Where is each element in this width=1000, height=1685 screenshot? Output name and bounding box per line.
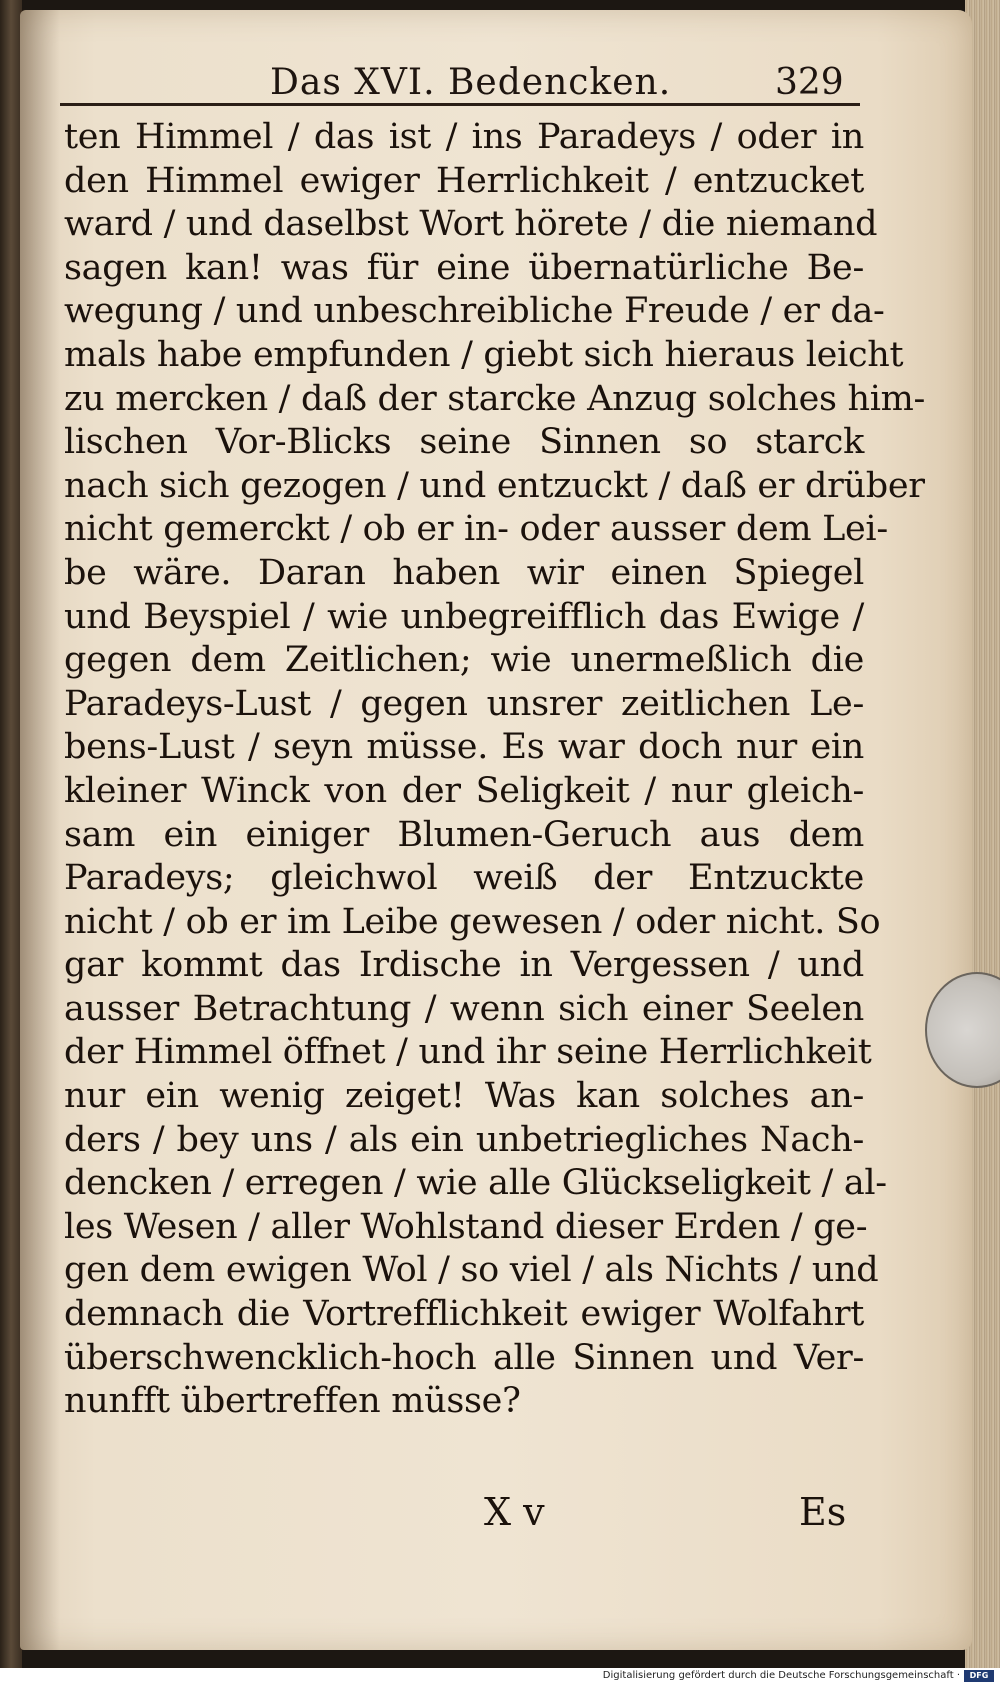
- header-rule: [60, 103, 860, 106]
- text-line: Paradeys-Lust / gegen unsrer zeitlichen Le-: [64, 683, 864, 724]
- text-line: kleiner Winck von der Seligkeit / nur gleich-: [64, 770, 864, 811]
- text-line: be wäre. Daran haben wir einen Spiegel: [64, 552, 864, 593]
- text-line: les Wesen / aller Wohlstand dieser Erden / ge-: [64, 1206, 868, 1247]
- text-line: ward / und daselbst Wort hörete / die niemand: [64, 204, 878, 245]
- running-title: Das XVI. Bedencken.: [270, 62, 672, 103]
- text-line: lischen Vor-Blicks seine Sinnen so starck: [64, 422, 864, 463]
- text-line: dencken / erregen / wie alle Glückseligkeit / al-: [64, 1163, 887, 1204]
- text-line: und Beyspiel / wie unbegreifflich das Ewige /: [64, 596, 864, 637]
- dfg-logo: DFG: [964, 1670, 994, 1682]
- text-line: überschwencklich-hoch alle Sinnen und Ver-: [64, 1337, 864, 1378]
- text-line: nicht / ob er im Leibe gewesen / oder nicht. So: [64, 901, 881, 942]
- text-line: den Himmel ewiger Herrlichkeit / entzucket: [64, 160, 864, 201]
- text-line: sam ein einiger Blumen-Geruch aus dem: [64, 814, 864, 855]
- signature-mark: X v: [484, 1490, 545, 1534]
- text-line: gen dem ewigen Wol / so viel / als Nichts / und: [64, 1250, 879, 1291]
- text-line: nicht gemerckt / ob er in- oder ausser dem Lei-: [64, 509, 888, 550]
- text-line: nach sich gezogen / und entzuckt / daß er drüber: [64, 465, 925, 506]
- text-line: zu mercken / daß der starcke Anzug solches him-: [64, 378, 926, 419]
- text-line: gar kommt das Irdische in Vergessen / und: [64, 945, 864, 986]
- text-line: bens-Lust / seyn müsse. Es war doch nur ein: [64, 727, 864, 768]
- signature-line: [64, 1490, 864, 1540]
- text-line: gegen dem Zeitlichen; wie unermeßlich die: [64, 640, 864, 681]
- text-line: nur ein wenig zeiget! Was kan solches an-: [64, 1076, 864, 1117]
- text-line: ders / bey uns / als ein unbetriegliches Nach-: [64, 1119, 864, 1160]
- text-line: wegung / und unbeschreibliche Freude / er da-: [64, 291, 885, 332]
- page-header: [60, 62, 860, 104]
- body-text: [64, 116, 926, 1424]
- text-line: ausser Betrachtung / wenn sich einer Seelen: [64, 988, 864, 1029]
- footer-bar: [0, 1668, 1000, 1685]
- text-line: mals habe empfunden / giebt sich hieraus leicht: [64, 334, 904, 375]
- text-line: sagen kan! was für eine übernatürliche Be-: [64, 247, 864, 288]
- gutter-shadow: [20, 10, 60, 1650]
- text-line: der Himmel öffnet / und ihr seine Herrlichkeit: [64, 1032, 872, 1073]
- funding-notice: Digitalisierung gefördert durch die Deutsche Forschungsgemeinschaft ·: [602, 1670, 960, 1681]
- page-number: 329: [775, 62, 844, 103]
- text-line: Paradeys; gleichwol weiß der Entzuckte: [64, 858, 864, 899]
- facing-page-edge: [0, 0, 22, 1668]
- text-line: nunfft übertreffen müsse?: [64, 1381, 521, 1422]
- text-line: demnach die Vortrefflichkeit ewiger Wolfahrt: [64, 1294, 864, 1335]
- text-line: ten Himmel / das ist / ins Paradeys / oder in: [64, 117, 864, 157]
- catchword: Es: [799, 1490, 847, 1534]
